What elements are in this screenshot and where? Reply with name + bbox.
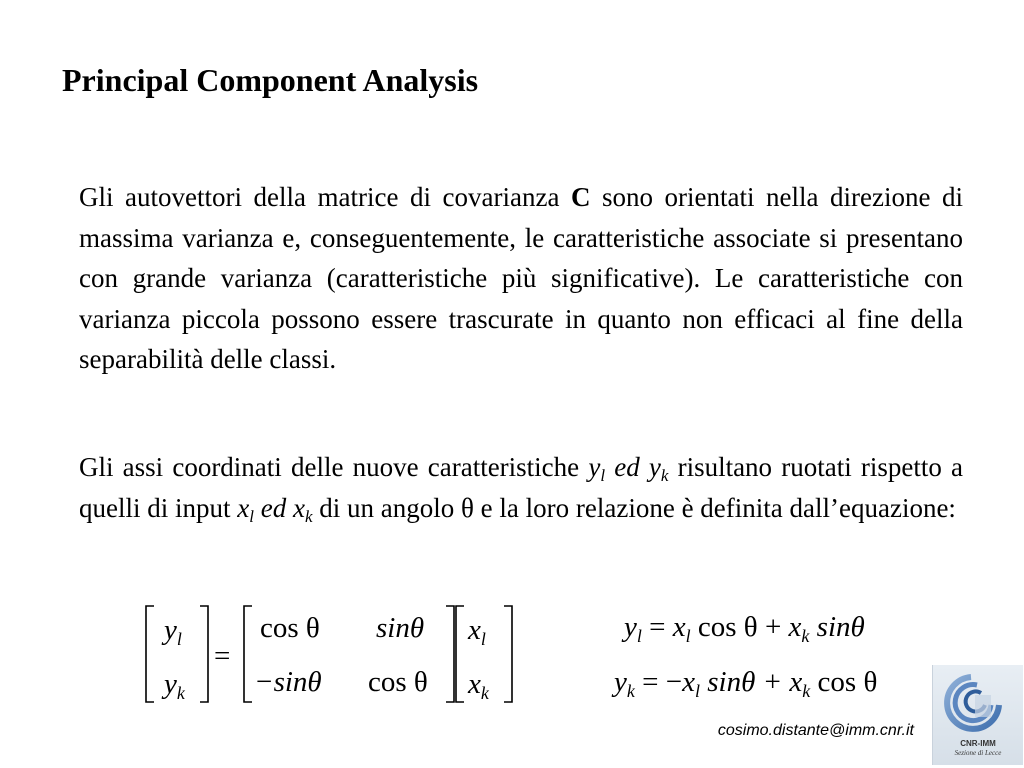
var-x: x	[237, 492, 250, 523]
sub-l: l	[600, 466, 606, 485]
p2-text-a: Gli assi coordinati delle nuove caratteristiche	[79, 452, 589, 482]
p2-text-b: risultano ruotati rispetto a quelli di input	[79, 452, 964, 523]
right-bracket-matrix	[446, 606, 454, 702]
right-bracket-lhs	[200, 606, 208, 702]
theta-symbol: θ	[460, 492, 474, 523]
rhs-top: $x_l$	[468, 614, 486, 649]
cnr-imm-logo-icon	[933, 665, 1023, 739]
left-bracket-rhs	[456, 606, 464, 702]
logo-label: CNR-IMM	[960, 739, 996, 748]
cell-r1c2: sinθ	[376, 612, 425, 644]
sub-l: l	[249, 506, 254, 526]
word-ed: ed	[605, 452, 649, 482]
var-y: y	[588, 452, 601, 482]
var-y: y	[648, 452, 661, 482]
p2-text-c: di un angolo	[312, 492, 461, 523]
equals-sign: =	[214, 640, 231, 672]
lhs-bottom: $y_k$	[164, 668, 185, 703]
equation-y-l: $y_l = x_l$ $\cos \theta + x_k$ sinθ	[624, 611, 865, 646]
sub-k: k	[660, 466, 669, 485]
cnr-imm-logo	[932, 665, 1023, 765]
lhs-top: $y_l$	[164, 614, 182, 649]
word-ed: ed	[253, 492, 293, 523]
left-bracket-matrix	[244, 606, 252, 702]
slide-title: Principal Component Analysis	[62, 62, 479, 98]
p1-text-b: sono orientati nella direzione di massima varianza e, conseguentemente, le caratteristiche associate si presentano con grande varianza (caratteristiche più significative). Le caratteristiche con varianza piccola possono essere trascurate in quanto non efficaci al fine della separabilità delle classi.	[79, 182, 963, 374]
p2-text-d: e la loro relazione è definita dall’equazione:	[473, 492, 956, 523]
equation-y-k: $y_k = -x_l$ $\sin\theta + x_k$ cos θ	[614, 666, 878, 701]
sub-k: k	[304, 506, 313, 526]
matrix-equation	[140, 598, 530, 710]
paragraph-covariance	[79, 177, 963, 380]
footer-email: cosimo.distante@imm.cnr.it	[717, 722, 914, 739]
left-bracket-lhs	[146, 606, 154, 702]
logo-sublabel: Sezione di Lecce	[954, 749, 1002, 757]
cell-r2c2: cos θ	[368, 666, 428, 698]
cell-r1c1: cos θ	[260, 612, 320, 644]
matrix-c-symbol: C	[570, 182, 591, 212]
right-bracket-rhs	[504, 606, 512, 702]
paragraph-rotation	[79, 447, 963, 528]
var-x: x	[292, 492, 305, 523]
p1-text-a: Gli autovettori della matrice di covarianza	[79, 182, 571, 212]
rhs-bottom: $x_k$	[468, 668, 489, 703]
cell-r2c1: −sinθ	[254, 666, 322, 698]
